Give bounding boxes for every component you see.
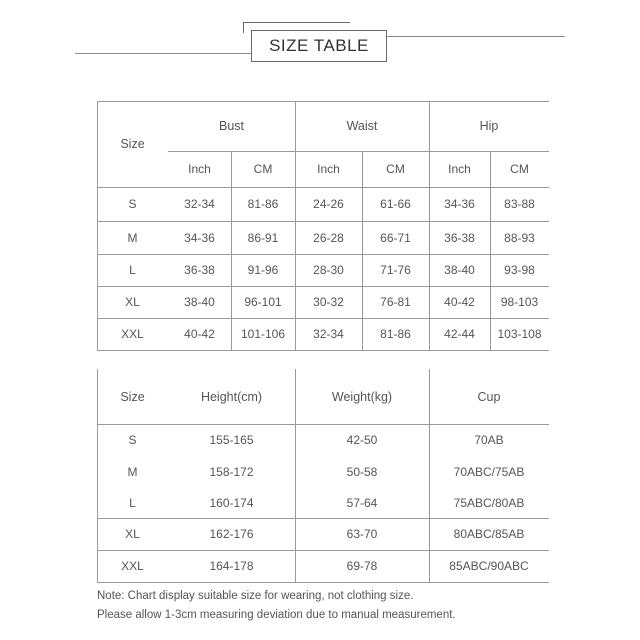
t1-value-cell: 103-108 — [497, 327, 542, 341]
page-title: SIZE TABLE — [251, 30, 387, 62]
t2-size-cell: S — [128, 433, 137, 447]
t2-bottom-line — [97, 582, 549, 583]
t1-value-cell: 32-34 — [313, 327, 344, 341]
t1-value-cell: 24-26 — [313, 197, 344, 211]
t1-value-cell: 76-81 — [380, 295, 411, 309]
t1-size-cell: XL — [125, 295, 140, 309]
t1-value-cell: 96-101 — [244, 295, 282, 309]
t1-value-cell: 38-40 — [184, 295, 215, 309]
t2-value-cell: 57-64 — [346, 495, 378, 510]
t2-column-header: Size — [120, 389, 145, 404]
t2-size-cell: L — [129, 495, 136, 510]
t2-value-cell: 85ABC/90ABC — [449, 559, 529, 573]
t1-value-cell: 40-42 — [444, 295, 475, 309]
t2-size-cell: XXL — [121, 559, 144, 573]
note-line-1: Note: Chart display suitable size for wearing, not clothing size. — [97, 590, 414, 602]
t2-value-cell: 75ABC/80AB — [453, 495, 525, 510]
t1-value-cell: 36-38 — [184, 263, 215, 277]
t2-value-cell: 50-58 — [346, 464, 378, 479]
t1-value-cell: 28-30 — [313, 263, 344, 277]
t1-size-cell: XXL — [121, 327, 144, 341]
t1-value-cell: 86-91 — [247, 230, 279, 245]
t2-value-cell: 70ABC/75AB — [453, 464, 525, 479]
t2-value-cell: 164-178 — [209, 559, 254, 573]
t2-size-cell: XL — [125, 527, 140, 541]
t2-column-header: Cup — [477, 389, 501, 404]
t2-value-cell: 160-174 — [209, 495, 254, 510]
t1-group-header: Bust — [218, 119, 244, 133]
t2-value-cell: 158-172 — [209, 464, 254, 479]
t1-unit-header: CM — [386, 162, 405, 176]
t1-value-cell: 40-42 — [184, 327, 215, 341]
t2-column-header: Weight(kg) — [331, 389, 393, 404]
t1-size-header: Size — [120, 137, 145, 151]
t1-unit-header: CM — [510, 162, 529, 176]
header-line-right — [387, 36, 565, 37]
t1-value-cell: 71-76 — [380, 263, 411, 277]
t1-value-cell: 66-71 — [380, 230, 411, 245]
t1-value-cell: 88-93 — [504, 230, 535, 245]
t1-unit-header: Inch — [448, 162, 471, 176]
t2-value-cell: 70AB — [474, 433, 504, 447]
t1-value-cell: 34-36 — [184, 230, 215, 245]
t1-value-cell: 34-36 — [444, 197, 475, 211]
t1-value-cell: 42-44 — [444, 327, 475, 341]
t2-column-header: Height(cm) — [200, 389, 263, 404]
t1-value-cell: 83-88 — [504, 197, 535, 211]
t2-value-cell: 155-165 — [209, 433, 254, 447]
t1-value-cell: 91-96 — [247, 263, 279, 277]
t2-value-cell: 69-78 — [346, 559, 378, 573]
t1-value-cell: 101-106 — [240, 327, 286, 341]
t1-unit-header: Inch — [317, 162, 340, 176]
t1-size-cell: L — [129, 263, 136, 277]
t1-group-header: Waist — [346, 119, 378, 133]
t2-size-cell: M — [127, 464, 138, 479]
t1-value-cell: 30-32 — [313, 295, 344, 309]
t1-value-cell: 93-98 — [504, 263, 535, 277]
t1-unit-header: CM — [253, 162, 273, 176]
t2-value-cell: 80ABC/85AB — [453, 527, 525, 541]
t1-value-cell: 81-86 — [380, 327, 411, 341]
t2-value-cell: 162-176 — [209, 527, 254, 541]
t1-row-line — [97, 350, 549, 351]
t2-value-cell: 63-70 — [346, 527, 378, 541]
t2-value-cell: 42-50 — [346, 433, 378, 447]
t1-value-cell: 32-34 — [184, 197, 215, 211]
t1-size-cell: S — [128, 197, 137, 211]
t1-value-cell: 98-103 — [500, 295, 539, 309]
t1-value-cell: 38-40 — [444, 263, 475, 277]
t1-size-cell: M — [127, 230, 138, 245]
t1-group-header: Hip — [479, 119, 499, 133]
t1-value-cell: 36-38 — [444, 230, 475, 245]
t1-unit-header: Inch — [188, 162, 211, 176]
note-line-2: Please allow 1-3cm measuring deviation due to manual measurement. — [97, 609, 456, 621]
t1-value-cell: 81-86 — [247, 197, 279, 211]
t1-value-cell: 61-66 — [380, 197, 411, 211]
t1-value-cell: 26-28 — [313, 230, 344, 245]
header-line-left — [75, 53, 251, 54]
